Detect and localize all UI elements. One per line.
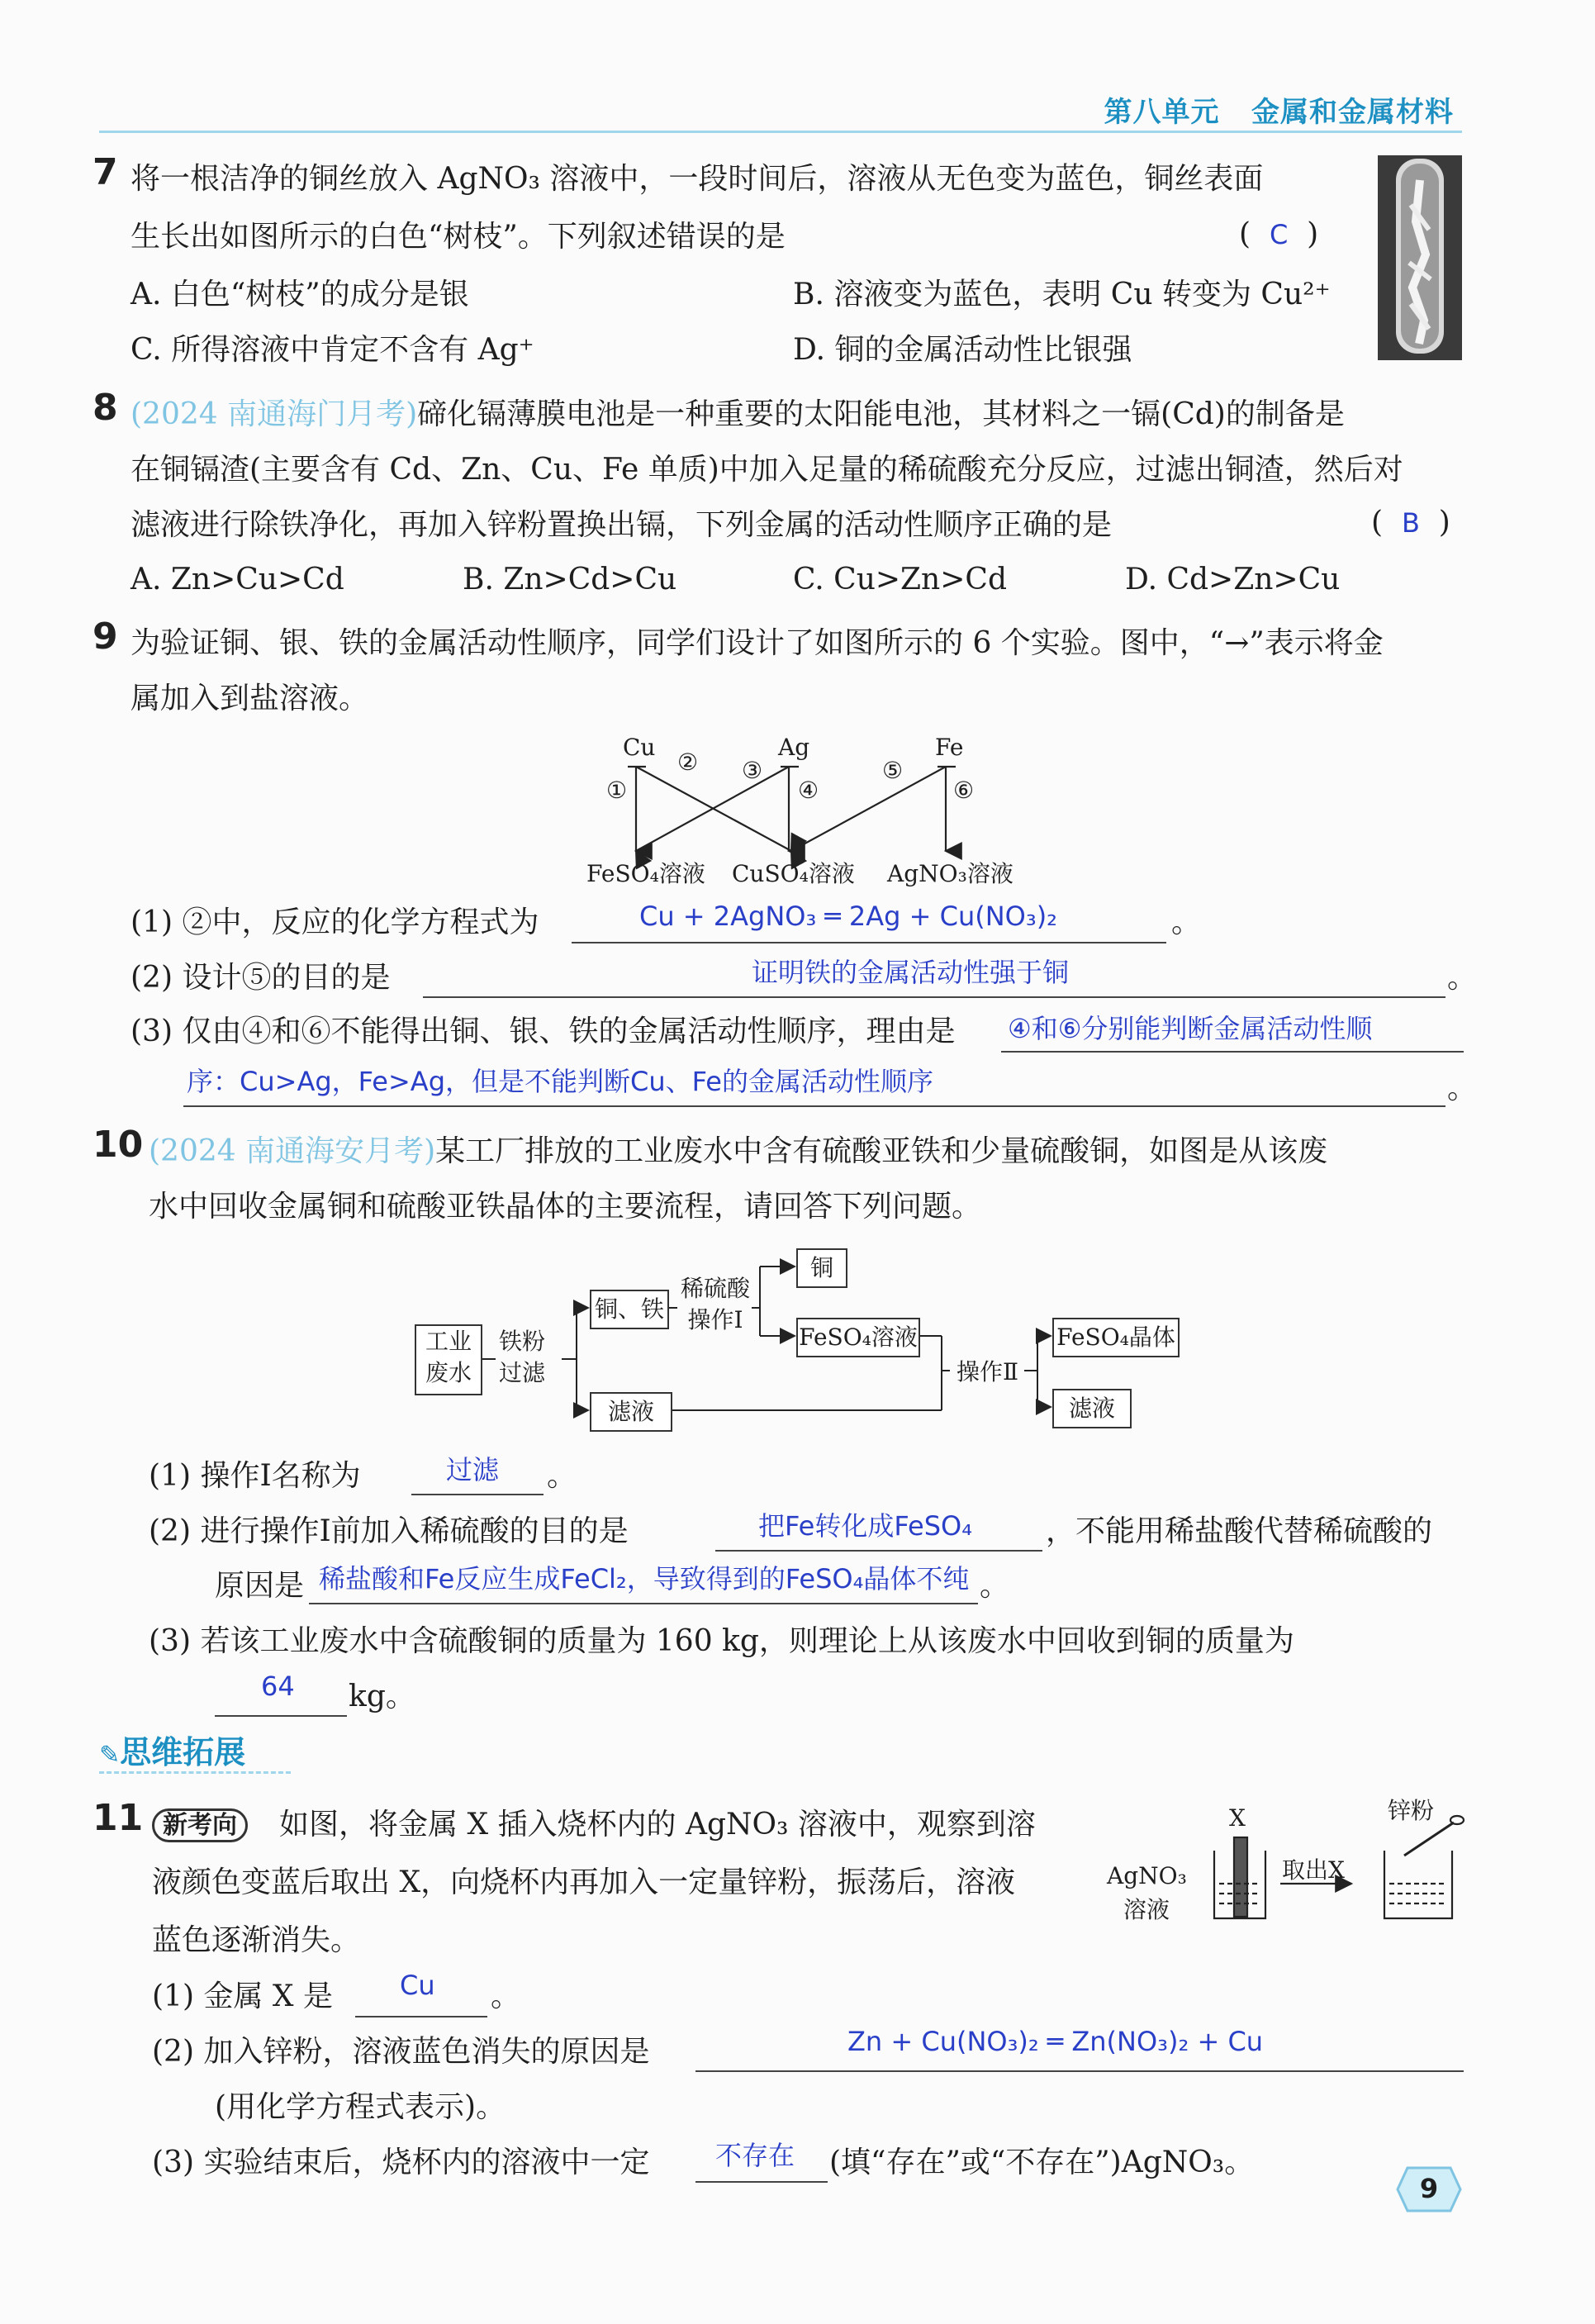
q9-arrow-label-1: ①: [606, 777, 628, 804]
q11-sub2b: (用化学方程式表示)。: [215, 2090, 506, 2124]
q8-line1-text: 碲化镉薄膜电池是一种重要的太阳能电池，其材料之一镉(Cd)的制备是: [417, 397, 1345, 431]
q11-sub1-period: 。: [491, 1979, 521, 2013]
q8-option-d: D. Cd>Zn>Cu: [1125, 563, 1341, 596]
q10-waste-line2: 废水: [425, 1359, 472, 1386]
q9-metal-ag: Ag: [778, 734, 810, 761]
q8-answer-paren: ( B ): [1371, 506, 1450, 539]
q11-figure: [1107, 1793, 1470, 1941]
q8-source-tag: (2024 南通海门月考): [131, 397, 418, 431]
q9-sub3-answer-1: ④和⑥分别能判断金属活动性顺: [1008, 1013, 1373, 1044]
q11-sub1-answer: Cu: [400, 1970, 435, 2001]
q9-sub1-period: 。: [1171, 905, 1202, 939]
q11-badge-wrap: [152, 1804, 248, 1841]
q7-option-c: C. 所得溶液中肯定不含有 Ag⁺: [131, 333, 534, 367]
q11-sub2-answer: Zn + Cu(NO₃)₂ ═ Zn(NO₃)₂ + Cu: [847, 2026, 1264, 2057]
q9-sub1-label: (1) ②中，反应的化学方程式为: [131, 905, 539, 939]
q10-sub2b-answer: 稀盐酸和Fe反应生成FeCl₂，导致得到的FeSO₄晶体不纯: [319, 1563, 970, 1594]
q11-number: 11: [93, 1797, 144, 1839]
q9-sub2-blank: [423, 996, 1445, 998]
q10-sub2b-label: 原因是: [215, 1569, 305, 1603]
q9-sub1-blank: [572, 942, 1166, 943]
q9-sub3-label: (3) 仅由④和⑥不能得出铜、银、铁的金属活动性顺序，理由是: [131, 1015, 956, 1048]
q8-line2: 在铜镉渣(主要含有 Cd、Zn、Cu、Fe 单质)中加入足量的稀硫酸充分反应，过滤出铜渣，然后对: [131, 453, 1403, 487]
q10-sub3-line1: (3) 若该工业废水中含硫酸铜的质量为 160 kg，则理论上从该废水中回收到铜的质量为: [149, 1624, 1294, 1658]
q11-fig-x-label: X: [1229, 1804, 1246, 1832]
q9-arrow-label-5: ⑤: [882, 757, 904, 784]
section-underline: [99, 1771, 291, 1774]
q8-option-b: B. Zn>Cd>Cu: [463, 563, 677, 596]
pencil-icon: ✎: [99, 1741, 121, 1770]
q10-sub1-period: 。: [547, 1459, 577, 1493]
q10-op2-label: 操作Ⅱ: [957, 1358, 1019, 1385]
section-extension-text: 思维拓展: [120, 1734, 246, 1770]
q10-line2: 水中回收金属铜和硫酸亚铁晶体的主要流程，请回答下列问题。: [149, 1190, 982, 1224]
q10-sub1-label: (1) 操作Ⅰ名称为: [149, 1459, 361, 1493]
q10-acid-name: 稀硫酸: [681, 1275, 751, 1302]
q10-box-solid: 铜、铁: [590, 1290, 669, 1329]
q11-sub3-tail: (填“存在”或“不存在”)AgNO₃。: [829, 2146, 1255, 2179]
q10-sub2-label: (2) 进行操作Ⅰ前加入稀硫酸的目的是: [149, 1514, 629, 1548]
q10-box-filtrate2: 滤液: [1052, 1389, 1132, 1428]
q7-answer-paren: ( C ): [1239, 217, 1319, 251]
q11-line1: 如图，将金属 X 插入烧杯内的 AgNO₃ 溶液中，观察到溶: [279, 1808, 1036, 1842]
q9-line2: 属加入到盐溶液。: [131, 682, 369, 715]
q8-number: 8: [93, 387, 118, 429]
q11-sub2-blank: [695, 2070, 1464, 2072]
q9-arrow-label-6: ⑥: [953, 777, 975, 804]
q10-box-feso4-solution: FeSO₄溶液: [796, 1318, 920, 1357]
section-extension-title: [99, 1727, 245, 1772]
q7-number: 7: [93, 151, 118, 193]
q11-sub3-label: (3) 实验结束后，烧杯内的溶液中一定: [152, 2146, 650, 2179]
q10-acid-label: [681, 1273, 750, 1336]
q11-sub2-label: (2) 加入锌粉，溶液蓝色消失的原因是: [152, 2035, 650, 2069]
q11-fig-remove-label: 取出X: [1282, 1856, 1345, 1884]
q10-box-waste: [415, 1324, 482, 1395]
q10-line1-text: 某工厂排放的工业废水中含有硫酸亚铁和少量硫酸铜，如图是从该废: [435, 1134, 1328, 1168]
q10-sub2-blank1: [715, 1550, 1042, 1552]
page-number-badge: [1396, 2166, 1462, 2212]
q10-sub2-blank2: [309, 1603, 978, 1604]
q9-arrow-label-3: ③: [742, 757, 763, 784]
page-number: 9: [1419, 2173, 1439, 2204]
q9-number: 9: [93, 615, 118, 658]
q10-op1-name: 操作Ⅰ: [687, 1306, 743, 1333]
q9-sub3-period: 。: [1447, 1072, 1478, 1105]
q7-option-b: B. 溶液变为蓝色，表明 Cu 转变为 Cu²⁺: [793, 278, 1331, 311]
q11-badge: 新考向: [152, 1808, 248, 1842]
q10-sub3-answer: 64: [261, 1671, 295, 1702]
q9-diagram: [570, 727, 1032, 892]
q10-step1-iron: 铁粉: [499, 1328, 546, 1355]
q10-box-copper: 铜: [796, 1248, 847, 1288]
q9-sub2-period: 。: [1447, 961, 1478, 995]
q9-sub2-answer: 证明铁的金属活动性强于铜: [752, 957, 1070, 988]
header-unit: 第八单元: [1104, 96, 1220, 129]
q9-sub2-label: (2) 设计⑤的目的是: [131, 961, 391, 995]
q10-waste-line1: 工业: [425, 1328, 472, 1355]
q7-option-a: A. 白色“树枝”的成分是银: [131, 278, 469, 311]
q9-line1: 为验证铜、银、铁的金属活动性顺序，同学们设计了如图所示的 6 个实验。图中，“→”表示将金: [131, 626, 1384, 660]
q10-sub1-blank: [411, 1494, 544, 1495]
q11-sub1-blank: [355, 2016, 487, 2017]
header-topic: 金属和金属材料: [1251, 96, 1454, 129]
q7-answer: C: [1269, 219, 1289, 250]
q10-sub2-answer: 把Fe转化成FeSO₄: [758, 1510, 973, 1542]
q11-line3: 蓝色逐渐消失。: [152, 1923, 361, 1957]
q11-fig-zinc-label: 锌粉: [1388, 1797, 1435, 1824]
q9-metal-fe: Fe: [935, 734, 964, 761]
q9-arrow-label-2: ②: [677, 749, 699, 776]
q11-fig-solution-formula: AgNO₃: [1107, 1862, 1187, 1889]
page-header: [99, 83, 1462, 133]
q8-option-a: A. Zn>Cu>Cd: [131, 563, 344, 596]
q10-step1-label: [499, 1326, 545, 1389]
q8-option-c: C. Cu>Zn>Cd: [793, 563, 1007, 596]
q9-metal-cu: Cu: [623, 734, 656, 761]
q9-arrow-label-4: ④: [798, 777, 819, 804]
q10-box-crystal: FeSO₄晶体: [1052, 1318, 1180, 1357]
q9-sub3-blank2: [183, 1105, 1445, 1107]
q7-tree-photo: [1378, 155, 1462, 360]
q11-sub1-label: (1) 金属 X 是: [152, 1979, 333, 2013]
header-title: [1104, 89, 1454, 130]
q7-line2: 生长出如图所示的白色“树枝”。下列叙述错误的是: [131, 220, 786, 254]
q11-line2: 液颜色变蓝后取出 X，向烧杯内再加入一定量锌粉，振荡后，溶液: [152, 1865, 1016, 1899]
q9-solution-feso4: FeSO₄溶液: [586, 860, 705, 887]
q8-answer: B: [1401, 507, 1420, 539]
q10-flowchart: [413, 1243, 1206, 1442]
q10-sub2-tail: ，不能用稀盐酸代替稀硫酸的: [1046, 1514, 1433, 1548]
q10-sub3-blank: [215, 1715, 347, 1717]
q7-line1: 将一根洁净的铜丝放入 AgNO₃ 溶液中，一段时间后，溶液从无色变为蓝色，铜丝表面: [131, 162, 1264, 196]
q9-sub3-answer-2: 序：Cu>Ag，Fe>Ag，但是不能判断Cu、Fe的金属活动性顺序: [187, 1066, 933, 1097]
q10-sub1-answer: 过滤: [446, 1454, 500, 1485]
q10-sub2b-period: 。: [980, 1569, 1010, 1603]
q10-source-tag: (2024 南通海安月考): [149, 1134, 436, 1168]
q9-sub3-blank1: [1001, 1051, 1464, 1053]
q9-sub1-answer: Cu + 2AgNO₃ ═ 2Ag + Cu(NO₃)₂: [639, 901, 1057, 932]
q10-sub3-unit: kg。: [349, 1680, 415, 1713]
q9-solution-agno3: AgNO₃溶液: [887, 860, 1013, 887]
q10-box-filtrate: 滤液: [590, 1392, 672, 1432]
q10-number: 10: [93, 1124, 144, 1166]
q9-solution-cuso4: CuSO₄溶液: [732, 860, 855, 887]
q11-sub3-answer: 不存在: [715, 2140, 795, 2171]
q8-line3: 滤液进行除铁净化，再加入锌粉置换出镉，下列金属的活动性顺序正确的是: [131, 508, 1113, 542]
q10-line1: [149, 1132, 1327, 1172]
q10-step1-filter: 过滤: [499, 1359, 546, 1386]
q7-option-d: D. 铜的金属活动性比银强: [793, 333, 1132, 367]
q11-sub3-blank: [695, 2181, 828, 2183]
q11-fig-solution-word: 溶液: [1123, 1896, 1170, 1923]
q8-line1: [131, 395, 1345, 435]
